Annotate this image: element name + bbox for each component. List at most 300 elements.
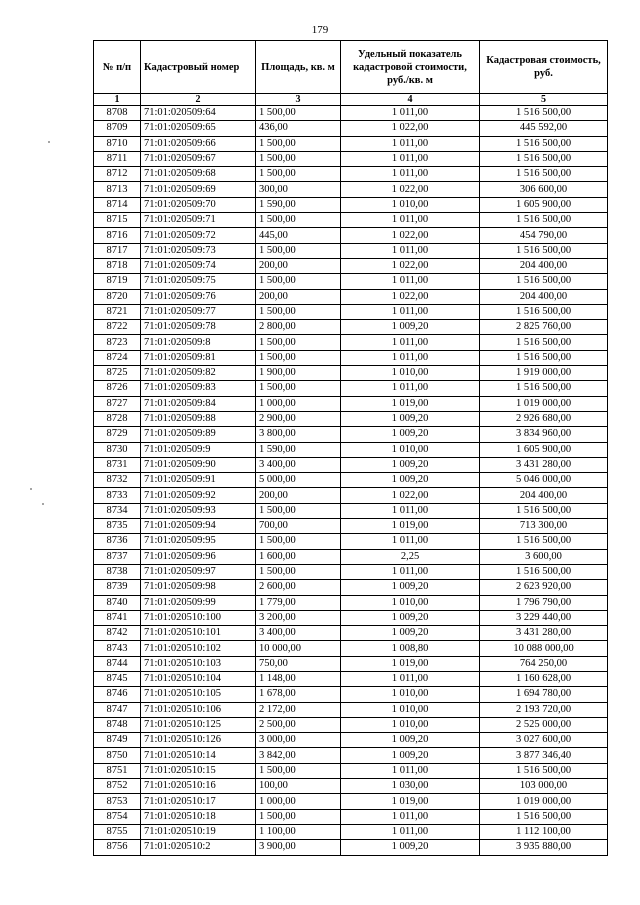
cadastral-number: 71:01:020509:94 (141, 519, 256, 534)
column-number: 1 (94, 94, 141, 106)
row-number: 8750 (94, 748, 141, 763)
table-row (94, 488, 608, 503)
cost-value: 2 193 720,00 (480, 702, 608, 717)
area-value: 200,00 (256, 289, 341, 304)
cadastral-number: 71:01:020509:96 (141, 549, 256, 564)
row-number: 8714 (94, 197, 141, 212)
rate-value: 1 010,00 (341, 687, 480, 702)
cadastral-number: 71:01:020510:100 (141, 610, 256, 625)
area-value: 100,00 (256, 779, 341, 794)
table-row (94, 763, 608, 778)
rate-value: 1 011,00 (341, 564, 480, 579)
cost-value: 1 516 500,00 (480, 534, 608, 549)
rate-value: 1 011,00 (341, 381, 480, 396)
cost-value: 1 516 500,00 (480, 213, 608, 228)
cost-value: 1 019 000,00 (480, 396, 608, 411)
rate-value: 1 011,00 (341, 136, 480, 151)
row-number: 8753 (94, 794, 141, 809)
cadastral-number: 71:01:020509:88 (141, 411, 256, 426)
row-number: 8751 (94, 763, 141, 778)
area-value: 1 500,00 (256, 809, 341, 824)
cadastral-number: 71:01:020509:68 (141, 167, 256, 182)
cost-value: 1 919 000,00 (480, 366, 608, 381)
cadastral-number: 71:01:020509:76 (141, 289, 256, 304)
cost-value: 1 796 790,00 (480, 595, 608, 610)
row-number: 8722 (94, 320, 141, 335)
cadastral-number: 71:01:020509:89 (141, 427, 256, 442)
row-number: 8736 (94, 534, 141, 549)
cadastral-number: 71:01:020509:84 (141, 396, 256, 411)
cost-value: 3 600,00 (480, 549, 608, 564)
cost-value: 3 935 880,00 (480, 840, 608, 855)
area-value: 1 600,00 (256, 549, 341, 564)
area-value: 1 500,00 (256, 167, 341, 182)
row-number: 8725 (94, 366, 141, 381)
table-row (94, 733, 608, 748)
rate-value: 1 011,00 (341, 274, 480, 289)
cost-value: 3 431 280,00 (480, 626, 608, 641)
table-row (94, 243, 608, 258)
cost-value: 103 000,00 (480, 779, 608, 794)
area-value: 3 000,00 (256, 733, 341, 748)
table-row (94, 779, 608, 794)
table-row (94, 396, 608, 411)
row-number: 8745 (94, 671, 141, 686)
cadastral-number: 71:01:020510:126 (141, 733, 256, 748)
row-number: 8742 (94, 626, 141, 641)
rate-value: 1 009,20 (341, 411, 480, 426)
column-number: 4 (341, 94, 480, 106)
table-row (94, 503, 608, 518)
cadastral-number: 71:01:020509:75 (141, 274, 256, 289)
table-row (94, 595, 608, 610)
table-row (94, 626, 608, 641)
cadastral-number: 71:01:020509:77 (141, 304, 256, 319)
cost-value: 1 516 500,00 (480, 503, 608, 518)
cadastral-number: 71:01:020510:2 (141, 840, 256, 855)
area-value: 1 500,00 (256, 213, 341, 228)
table-row (94, 519, 608, 534)
row-number: 8719 (94, 274, 141, 289)
row-number: 8732 (94, 473, 141, 488)
rate-value: 1 009,20 (341, 733, 480, 748)
row-number: 8715 (94, 213, 141, 228)
cost-value: 764 250,00 (480, 656, 608, 671)
rate-value: 1 010,00 (341, 366, 480, 381)
rate-value: 1 030,00 (341, 779, 480, 794)
area-value: 1 900,00 (256, 366, 341, 381)
cost-value: 1 516 500,00 (480, 335, 608, 350)
row-number: 8747 (94, 702, 141, 717)
rate-value: 1 011,00 (341, 503, 480, 518)
table-row (94, 106, 608, 121)
cadastral-number: 71:01:020509:97 (141, 564, 256, 579)
cadastral-number: 71:01:020510:104 (141, 671, 256, 686)
rate-value: 2,25 (341, 549, 480, 564)
cost-value: 1 019 000,00 (480, 794, 608, 809)
area-value: 200,00 (256, 258, 341, 273)
cadastral-number: 71:01:020509:78 (141, 320, 256, 335)
scan-speck (30, 488, 32, 490)
row-number: 8726 (94, 381, 141, 396)
row-number: 8754 (94, 809, 141, 824)
area-value: 1 500,00 (256, 564, 341, 579)
cost-value: 204 400,00 (480, 488, 608, 503)
area-value: 1 500,00 (256, 763, 341, 778)
cadastral-value-table (93, 40, 608, 856)
area-value: 2 172,00 (256, 702, 341, 717)
rate-value: 1 011,00 (341, 151, 480, 166)
area-value: 445,00 (256, 228, 341, 243)
rate-value: 1 011,00 (341, 809, 480, 824)
area-value: 2 600,00 (256, 580, 341, 595)
cost-value: 5 046 000,00 (480, 473, 608, 488)
rate-value: 1 011,00 (341, 335, 480, 350)
rate-value: 1 009,20 (341, 457, 480, 472)
header-cadastral-number: Кадастровый номер (141, 41, 256, 94)
cadastral-number: 71:01:020509:83 (141, 381, 256, 396)
rate-value: 1 009,20 (341, 427, 480, 442)
row-number: 8721 (94, 304, 141, 319)
cadastral-number: 71:01:020509:91 (141, 473, 256, 488)
area-value: 1 500,00 (256, 335, 341, 350)
row-number: 8734 (94, 503, 141, 518)
rate-value: 1 011,00 (341, 243, 480, 258)
area-value: 3 400,00 (256, 626, 341, 641)
table-row (94, 457, 608, 472)
rate-value: 1 022,00 (341, 182, 480, 197)
row-number: 8743 (94, 641, 141, 656)
cost-value: 445 592,00 (480, 121, 608, 136)
row-number: 8710 (94, 136, 141, 151)
rate-value: 1 011,00 (341, 671, 480, 686)
row-number: 8729 (94, 427, 141, 442)
cadastral-number: 71:01:020510:103 (141, 656, 256, 671)
table-header-row (94, 41, 608, 94)
table-row (94, 136, 608, 151)
cadastral-number: 71:01:020510:101 (141, 626, 256, 641)
area-value: 1 500,00 (256, 503, 341, 518)
rate-value: 1 019,00 (341, 396, 480, 411)
cadastral-number: 71:01:020510:14 (141, 748, 256, 763)
cadastral-number: 71:01:020510:105 (141, 687, 256, 702)
scan-speck (42, 503, 44, 505)
cost-value: 1 516 500,00 (480, 381, 608, 396)
row-number: 8724 (94, 350, 141, 365)
rate-value: 1 019,00 (341, 794, 480, 809)
area-value: 1 500,00 (256, 151, 341, 166)
cadastral-number: 71:01:020509:98 (141, 580, 256, 595)
table-row (94, 411, 608, 426)
row-number: 8728 (94, 411, 141, 426)
rate-value: 1 022,00 (341, 258, 480, 273)
cadastral-number: 71:01:020509:66 (141, 136, 256, 151)
cost-value: 454 790,00 (480, 228, 608, 243)
cost-value: 1 605 900,00 (480, 197, 608, 212)
area-value: 1 500,00 (256, 106, 341, 121)
table-row (94, 534, 608, 549)
cost-value: 1 112 100,00 (480, 824, 608, 839)
area-value: 2 800,00 (256, 320, 341, 335)
cost-value: 1 516 500,00 (480, 304, 608, 319)
table-row (94, 717, 608, 732)
table-row (94, 794, 608, 809)
row-number: 8716 (94, 228, 141, 243)
cost-value: 1 516 500,00 (480, 151, 608, 166)
row-number: 8731 (94, 457, 141, 472)
area-value: 1 500,00 (256, 381, 341, 396)
column-number-row (94, 94, 608, 106)
cadastral-number: 71:01:020510:106 (141, 702, 256, 717)
cost-value: 3 834 960,00 (480, 427, 608, 442)
cost-value: 3 877 346,40 (480, 748, 608, 763)
cost-value: 2 926 680,00 (480, 411, 608, 426)
cost-value: 713 300,00 (480, 519, 608, 534)
row-number: 8727 (94, 396, 141, 411)
table-row (94, 381, 608, 396)
row-number: 8744 (94, 656, 141, 671)
rate-value: 1 009,20 (341, 610, 480, 625)
area-value: 1 590,00 (256, 442, 341, 457)
cost-value: 1 516 500,00 (480, 809, 608, 824)
cadastral-number: 71:01:020509:73 (141, 243, 256, 258)
rate-value: 1 011,00 (341, 167, 480, 182)
row-number: 8733 (94, 488, 141, 503)
area-value: 3 842,00 (256, 748, 341, 763)
cadastral-number: 71:01:020509:93 (141, 503, 256, 518)
table-row (94, 442, 608, 457)
rate-value: 1 011,00 (341, 824, 480, 839)
table-row (94, 213, 608, 228)
row-number: 8723 (94, 335, 141, 350)
area-value: 10 000,00 (256, 641, 341, 656)
rate-value: 1 009,20 (341, 320, 480, 335)
cadastral-number: 71:01:020509:9 (141, 442, 256, 457)
rate-value: 1 019,00 (341, 519, 480, 534)
area-value: 1 779,00 (256, 595, 341, 610)
area-value: 1 500,00 (256, 304, 341, 319)
area-value: 1 500,00 (256, 350, 341, 365)
cadastral-number: 71:01:020510:16 (141, 779, 256, 794)
row-number: 8749 (94, 733, 141, 748)
area-value: 5 000,00 (256, 473, 341, 488)
cost-value: 1 516 500,00 (480, 243, 608, 258)
table-row (94, 151, 608, 166)
area-value: 1 148,00 (256, 671, 341, 686)
cost-value: 2 623 920,00 (480, 580, 608, 595)
row-number: 8741 (94, 610, 141, 625)
row-number: 8752 (94, 779, 141, 794)
area-value: 750,00 (256, 656, 341, 671)
cadastral-number: 71:01:020510:18 (141, 809, 256, 824)
table-row (94, 641, 608, 656)
area-value: 1 500,00 (256, 534, 341, 549)
cost-value: 1 160 628,00 (480, 671, 608, 686)
table-row (94, 366, 608, 381)
cost-value: 1 516 500,00 (480, 167, 608, 182)
cadastral-number: 71:01:020510:15 (141, 763, 256, 778)
area-value: 200,00 (256, 488, 341, 503)
cost-value: 1 516 500,00 (480, 564, 608, 579)
table-row (94, 121, 608, 136)
table-row (94, 824, 608, 839)
cost-value: 3 431 280,00 (480, 457, 608, 472)
table-row (94, 167, 608, 182)
rate-value: 1 022,00 (341, 228, 480, 243)
cadastral-number: 71:01:020509:99 (141, 595, 256, 610)
cost-value: 2 525 000,00 (480, 717, 608, 732)
table-row (94, 702, 608, 717)
header-cost: Кадастровая стоимость, руб. (480, 41, 608, 94)
header-area: Площадь, кв. м (256, 41, 341, 94)
rate-value: 1 009,20 (341, 840, 480, 855)
cadastral-number: 71:01:020509:8 (141, 335, 256, 350)
row-number: 8713 (94, 182, 141, 197)
rate-value: 1 022,00 (341, 289, 480, 304)
cadastral-number: 71:01:020509:71 (141, 213, 256, 228)
rate-value: 1 008,80 (341, 641, 480, 656)
cost-value: 306 600,00 (480, 182, 608, 197)
area-value: 436,00 (256, 121, 341, 136)
cadastral-number: 71:01:020509:64 (141, 106, 256, 121)
row-number: 8712 (94, 167, 141, 182)
area-value: 3 400,00 (256, 457, 341, 472)
row-number: 8717 (94, 243, 141, 258)
table-row (94, 335, 608, 350)
rate-value: 1 009,20 (341, 748, 480, 763)
table-row (94, 182, 608, 197)
table-row (94, 350, 608, 365)
area-value: 1 500,00 (256, 136, 341, 151)
cost-value: 3 027 600,00 (480, 733, 608, 748)
table-row (94, 549, 608, 564)
rate-value: 1 011,00 (341, 213, 480, 228)
row-number: 8738 (94, 564, 141, 579)
area-value: 2 500,00 (256, 717, 341, 732)
cost-value: 2 825 760,00 (480, 320, 608, 335)
cadastral-number: 71:01:020510:19 (141, 824, 256, 839)
rate-value: 1 010,00 (341, 595, 480, 610)
header-num: № п/п (94, 41, 141, 94)
area-value: 300,00 (256, 182, 341, 197)
cost-value: 1 516 500,00 (480, 106, 608, 121)
column-number: 3 (256, 94, 341, 106)
row-number: 8708 (94, 106, 141, 121)
cadastral-number: 71:01:020509:92 (141, 488, 256, 503)
cadastral-number: 71:01:020509:67 (141, 151, 256, 166)
rate-value: 1 010,00 (341, 717, 480, 732)
area-value: 1 500,00 (256, 243, 341, 258)
cost-value: 10 088 000,00 (480, 641, 608, 656)
column-number: 2 (141, 94, 256, 106)
rate-value: 1 009,20 (341, 626, 480, 641)
rate-value: 1 022,00 (341, 121, 480, 136)
row-number: 8709 (94, 121, 141, 136)
area-value: 1 100,00 (256, 824, 341, 839)
row-number: 8718 (94, 258, 141, 273)
table-row (94, 258, 608, 273)
column-number: 5 (480, 94, 608, 106)
row-number: 8737 (94, 549, 141, 564)
area-value: 1 000,00 (256, 794, 341, 809)
cadastral-number: 71:01:020509:74 (141, 258, 256, 273)
rate-value: 1 011,00 (341, 106, 480, 121)
cadastral-number: 71:01:020510:102 (141, 641, 256, 656)
cadastral-number: 71:01:020509:70 (141, 197, 256, 212)
table-row (94, 304, 608, 319)
row-number: 8756 (94, 840, 141, 855)
cadastral-number: 71:01:020509:65 (141, 121, 256, 136)
cost-value: 204 400,00 (480, 258, 608, 273)
table-row (94, 473, 608, 488)
cadastral-number: 71:01:020509:72 (141, 228, 256, 243)
table-row (94, 656, 608, 671)
rate-value: 1 011,00 (341, 763, 480, 778)
rate-value: 1 010,00 (341, 197, 480, 212)
row-number: 8755 (94, 824, 141, 839)
area-value: 2 900,00 (256, 411, 341, 426)
rate-value: 1 022,00 (341, 488, 480, 503)
rate-value: 1 019,00 (341, 656, 480, 671)
table-row (94, 687, 608, 702)
rate-value: 1 010,00 (341, 702, 480, 717)
table-row (94, 809, 608, 824)
table-row (94, 320, 608, 335)
row-number: 8711 (94, 151, 141, 166)
row-number: 8735 (94, 519, 141, 534)
cost-value: 3 229 440,00 (480, 610, 608, 625)
cadastral-number: 71:01:020509:81 (141, 350, 256, 365)
area-value: 1 590,00 (256, 197, 341, 212)
page-number: 179 (311, 24, 329, 36)
table-body (94, 106, 608, 856)
area-value: 1 500,00 (256, 274, 341, 289)
table-row (94, 610, 608, 625)
cost-value: 1 605 900,00 (480, 442, 608, 457)
cost-value: 204 400,00 (480, 289, 608, 304)
table-row (94, 197, 608, 212)
scan-speck (48, 141, 50, 143)
row-number: 8740 (94, 595, 141, 610)
cadastral-number: 71:01:020509:82 (141, 366, 256, 381)
cost-value: 1 516 500,00 (480, 763, 608, 778)
table-row (94, 228, 608, 243)
rate-value: 1 009,20 (341, 473, 480, 488)
table-row (94, 427, 608, 442)
cadastral-number: 71:01:020509:95 (141, 534, 256, 549)
area-value: 3 900,00 (256, 840, 341, 855)
cost-value: 1 694 780,00 (480, 687, 608, 702)
cadastral-number: 71:01:020510:125 (141, 717, 256, 732)
area-value: 1 000,00 (256, 396, 341, 411)
header-rate: Удельный показатель кадастровой стоимости, руб./кв. м (341, 41, 480, 94)
cost-value: 1 516 500,00 (480, 136, 608, 151)
area-value: 3 200,00 (256, 610, 341, 625)
cost-value: 1 516 500,00 (480, 350, 608, 365)
cadastral-number: 71:01:020510:17 (141, 794, 256, 809)
rate-value: 1 011,00 (341, 350, 480, 365)
row-number: 8746 (94, 687, 141, 702)
rate-value: 1 011,00 (341, 534, 480, 549)
table-row (94, 289, 608, 304)
table-row (94, 748, 608, 763)
cost-value: 1 516 500,00 (480, 274, 608, 289)
area-value: 1 678,00 (256, 687, 341, 702)
table-row (94, 580, 608, 595)
rate-value: 1 010,00 (341, 442, 480, 457)
row-number: 8720 (94, 289, 141, 304)
table-row (94, 671, 608, 686)
